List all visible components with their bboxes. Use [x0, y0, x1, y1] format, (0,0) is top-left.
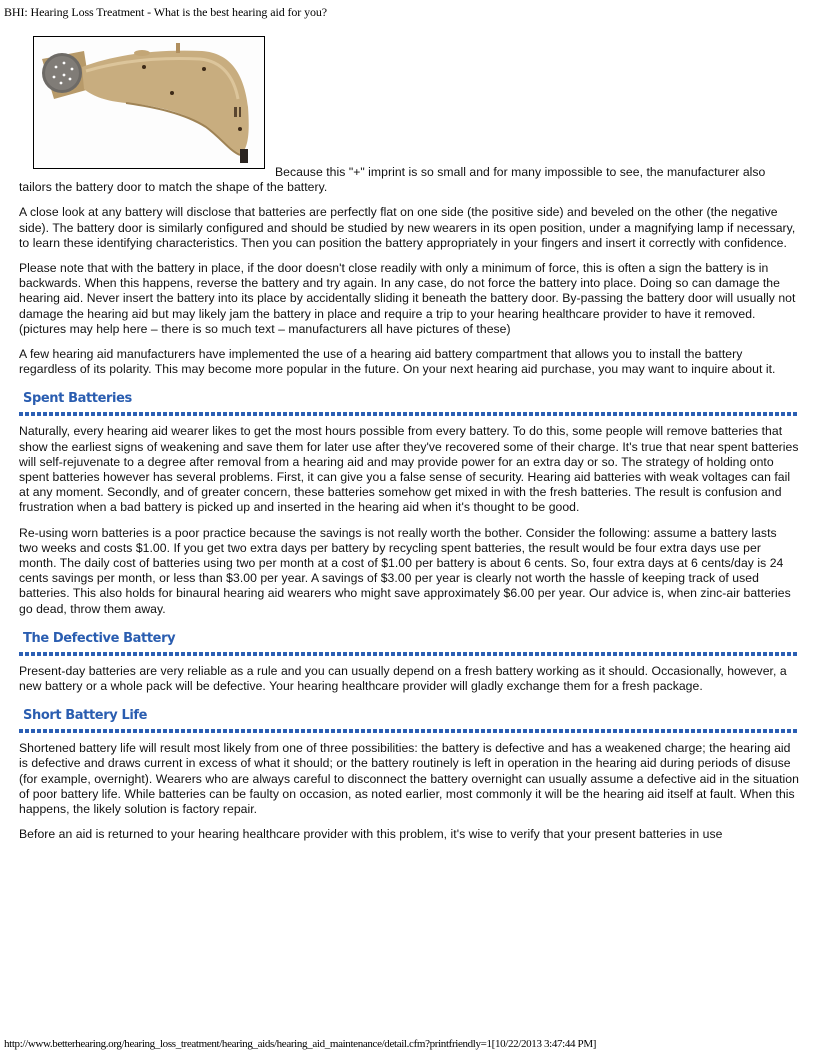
section-paragraph: Before an aid is returned to your hearing healthcare provider with this problem, it's wise to verify that your present batteries in use: [19, 827, 723, 842]
intro-paragraph: A few hearing aid manufacturers have implemented the use of a hearing aid battery compartment that allows you to install the battery regardless of its polarity. This may become more popular in the future. On your next hearing aid purchase, you may want to inquire about it.: [19, 347, 776, 377]
hearing-aid-photo-icon: [34, 37, 264, 168]
section-spent-batteries: [19, 391, 799, 616]
hearing-aid-image: [33, 36, 265, 169]
section-heading: Short Battery Life: [23, 708, 148, 724]
section-paragraph: Naturally, every hearing aid wearer likes to get the most hours possible from every battery. To do this, some people will remove batteries that show the earliest signs of weakening and save them for later use after they've recovered some of their charge. It's true that near spent batteries will self-rejuvenate to a degree after removal from a hearing aid and may provide power for an extra day or so. The strategy of holding onto spent batteries however has several problems. First, it can give you a false sense of security. Hearing aid batteries with weak voltages can fail at any moment. Secondly, and of greater concern, these batteries somehow get mixed in with the fresh batteries. The result is confusion and frustration when a bad battery is picked up and inserted in the hearing aid when it's thought to be good.: [19, 424, 799, 515]
section-heading: Spent Batteries: [23, 391, 132, 407]
article-content: [19, 36, 799, 853]
intro-paragraph: A close look at any battery will disclose that batteries are perfectly flat on one side (the positive side) and beveled on the other (the negative side). The battery door is similarly configured and should be studied by new wearers in its open position, under a magnifying lamp if necessary, to learn these identifying characteristics. Then you can position the battery appropriately in your fingers and insert it correctly with confidence.: [19, 205, 796, 250]
section-heading: The Defective Battery: [23, 630, 176, 646]
section-defective-battery: [19, 631, 799, 694]
intro-paragraph: Please note that with the battery in place, if the door doesn't close readily with only a minimum of force, this is often a sign the battery is in backwards. When this happens, reverse the battery and try again. In any case, do not force the battery into place. Doing so can damage the hearing aid. Never insert the battery into its place by accidentally sliding it beneath the battery door. By-passing the battery door will usually not damage the hearing aid but may likely jam the battery in place and require a trip to your hearing healthcare provider to have it removed. (pictures may help here – there is so much text – manufacturers all have pictures of these): [19, 261, 796, 336]
section-short-battery-life: [19, 708, 799, 842]
section-paragraph: Present-day batteries are very reliable as a rule and you can usually depend on a fresh battery working as it should. Occasionally, however, a new battery or a whole pack will be defective. Your hearing healthcare provider will gladly exchange them for a fresh package.: [19, 663, 787, 694]
section-paragraph: Re-using worn batteries is a poor practice because the savings is not really worth the bother. Consider the following: assume a battery lasts two weeks and costs $1.00. If you get two extra days per battery by recycling spent batteries, the result would be four extra days use per month. The daily cost of batteries using two per month at a cost of $1.00 per battery is about 6 cents. So, four extra days at 6 cents/day is 24 cents savings per month, or less than $3.00 per year. A savings of $3.00 per year is clearly not worth the hassle of keeping track of used batteries. This also holds for binaural hearing aid wearers who might save approximately $6.00 per year. Our advice is, when zinc-air batteries go dead, throw them away.: [19, 525, 791, 616]
page-footer-url: http://www.betterhearing.org/hearing_loss_treatment/hearing_aids/hearing_aid_maintenance/detail.cfm?printfriendly=1[10/22/2013 3:47:44 PM]: [4, 1038, 597, 1050]
dotted-divider: [19, 652, 799, 656]
intro-paragraph: [19, 165, 799, 195]
dotted-divider: [19, 412, 799, 416]
intro-paragraph-text: Because this "+" imprint is so small and for many impossible to see, the manufacturer also tailors the battery door to match the shape of the battery.: [19, 165, 766, 195]
section-paragraph: Shortened battery life will result most likely from one of three possibilities: the battery is defective and has a weakened charge; the hearing aid is defective and draws current in excess of what it should; or the battery routinely is left in operation in the hearing aid during periods of disuse (for example, overnight). Wearers who are always careful to disconnect the battery overnight can usually assume a defective aid in the situation of poor battery life. While batteries can be faulty on occasion, as noted earlier, most commonly it will be the hearing aid itself at fault. When this happens, the likely solution is factory repair.: [19, 741, 799, 817]
figure-row: [19, 36, 799, 169]
page-header: BHI: Hearing Loss Treatment - What is the best hearing aid for you?: [4, 5, 328, 19]
dotted-divider: [19, 729, 799, 733]
